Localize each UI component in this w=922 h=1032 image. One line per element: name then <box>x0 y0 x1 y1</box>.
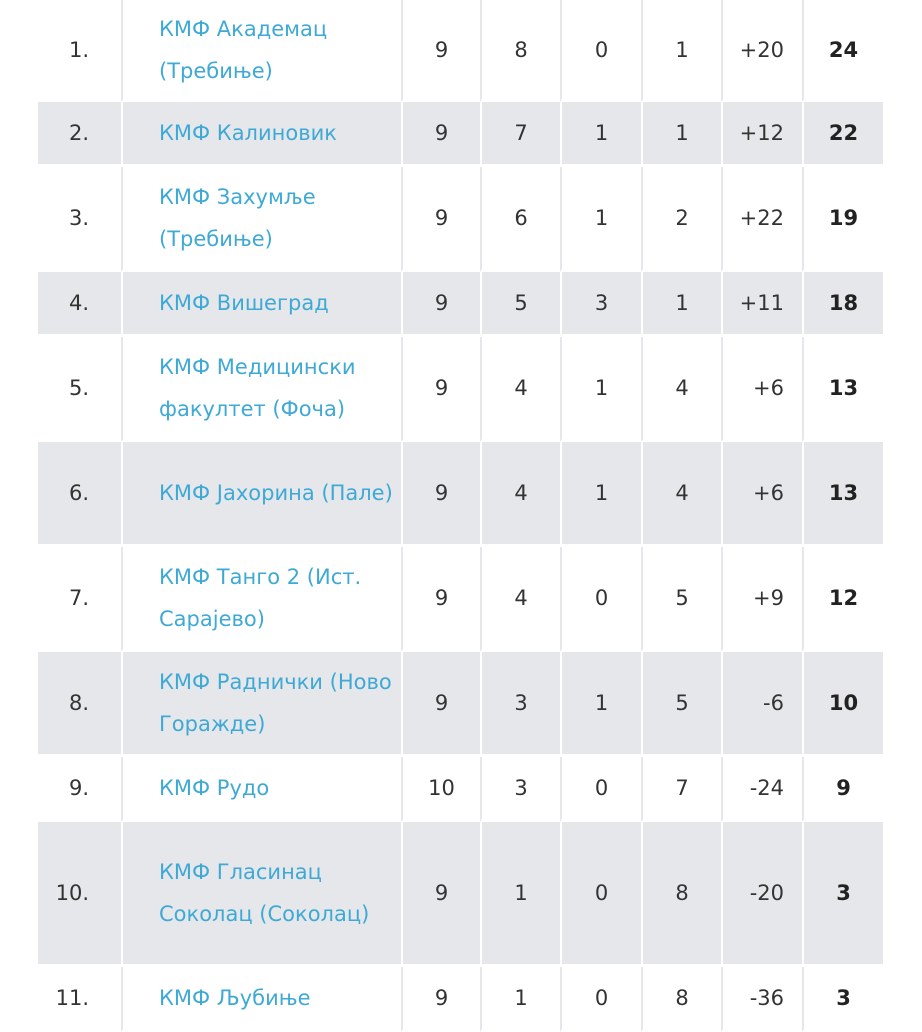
played-cell: 9 <box>401 967 480 1032</box>
goal-diff-cell: -6 <box>721 652 802 757</box>
played-cell: 9 <box>401 0 480 102</box>
goal-diff-cell: +20 <box>721 0 802 102</box>
lost-cell: 1 <box>641 102 721 167</box>
won-cell: 8 <box>480 0 560 102</box>
team-link[interactable]: КМФ Љубиње <box>121 967 401 1032</box>
lost-cell: 8 <box>641 967 721 1032</box>
points-cell: 3 <box>802 967 883 1032</box>
points-cell: 13 <box>802 442 883 547</box>
lost-cell: 5 <box>641 547 721 652</box>
drawn-cell: 0 <box>560 757 641 822</box>
table-row <box>38 757 883 822</box>
points-cell: 13 <box>802 337 883 442</box>
table-row <box>38 442 883 547</box>
rank-cell: 6. <box>38 442 121 547</box>
rank-cell: 1. <box>38 0 121 102</box>
rank-cell: 5. <box>38 337 121 442</box>
table-row <box>38 272 883 337</box>
drawn-cell: 0 <box>560 547 641 652</box>
table-row <box>38 0 883 102</box>
points-cell: 24 <box>802 0 883 102</box>
goal-diff-cell: +6 <box>721 337 802 442</box>
goal-diff-cell: -36 <box>721 967 802 1032</box>
drawn-cell: 1 <box>560 167 641 272</box>
points-cell: 9 <box>802 757 883 822</box>
lost-cell: 1 <box>641 0 721 102</box>
points-cell: 10 <box>802 652 883 757</box>
table-row <box>38 102 883 167</box>
standings-table <box>38 0 883 1032</box>
drawn-cell: 1 <box>560 102 641 167</box>
goal-diff-cell: +12 <box>721 102 802 167</box>
lost-cell: 8 <box>641 822 721 967</box>
table-row <box>38 167 883 272</box>
rank-cell: 10. <box>38 822 121 967</box>
won-cell: 4 <box>480 547 560 652</box>
won-cell: 5 <box>480 272 560 337</box>
goal-diff-cell: +6 <box>721 442 802 547</box>
drawn-cell: 0 <box>560 0 641 102</box>
table-row <box>38 822 883 967</box>
rank-cell: 7. <box>38 547 121 652</box>
lost-cell: 4 <box>641 442 721 547</box>
won-cell: 1 <box>480 967 560 1032</box>
team-link[interactable]: КМФ Гласинац Соколац (Соколац) <box>121 822 401 967</box>
played-cell: 9 <box>401 822 480 967</box>
won-cell: 6 <box>480 167 560 272</box>
lost-cell: 7 <box>641 757 721 822</box>
table-row <box>38 967 883 1032</box>
points-cell: 22 <box>802 102 883 167</box>
played-cell: 10 <box>401 757 480 822</box>
goal-diff-cell: +22 <box>721 167 802 272</box>
rank-cell: 11. <box>38 967 121 1032</box>
points-cell: 18 <box>802 272 883 337</box>
drawn-cell: 0 <box>560 822 641 967</box>
team-link[interactable]: КМФ Танго 2 (Ист. Сарајево) <box>121 547 401 652</box>
played-cell: 9 <box>401 167 480 272</box>
won-cell: 4 <box>480 337 560 442</box>
played-cell: 9 <box>401 547 480 652</box>
played-cell: 9 <box>401 102 480 167</box>
rank-cell: 9. <box>38 757 121 822</box>
team-link[interactable]: КМФ Раднички (Ново Горажде) <box>121 652 401 757</box>
points-cell: 3 <box>802 822 883 967</box>
won-cell: 7 <box>480 102 560 167</box>
team-link[interactable]: КМФ Јахорина (Пале) <box>121 442 401 547</box>
table-row <box>38 652 883 757</box>
won-cell: 3 <box>480 757 560 822</box>
goal-diff-cell: -24 <box>721 757 802 822</box>
points-cell: 19 <box>802 167 883 272</box>
team-link[interactable]: КМФ Академац (Требиње) <box>121 0 401 102</box>
team-link[interactable]: КМФ Рудо <box>121 757 401 822</box>
played-cell: 9 <box>401 442 480 547</box>
played-cell: 9 <box>401 337 480 442</box>
team-link[interactable]: КМФ Калиновик <box>121 102 401 167</box>
drawn-cell: 1 <box>560 337 641 442</box>
played-cell: 9 <box>401 652 480 757</box>
goal-diff-cell: +11 <box>721 272 802 337</box>
team-link[interactable]: КМФ Вишеград <box>121 272 401 337</box>
lost-cell: 2 <box>641 167 721 272</box>
drawn-cell: 1 <box>560 442 641 547</box>
rank-cell: 2. <box>38 102 121 167</box>
drawn-cell: 3 <box>560 272 641 337</box>
played-cell: 9 <box>401 272 480 337</box>
table-row <box>38 337 883 442</box>
drawn-cell: 1 <box>560 652 641 757</box>
won-cell: 4 <box>480 442 560 547</box>
goal-diff-cell: -20 <box>721 822 802 967</box>
goal-diff-cell: +9 <box>721 547 802 652</box>
team-link[interactable]: КМФ Захумље (Требиње) <box>121 167 401 272</box>
won-cell: 3 <box>480 652 560 757</box>
drawn-cell: 0 <box>560 967 641 1032</box>
team-link[interactable]: КМФ Медицински факултет (Фоча) <box>121 337 401 442</box>
lost-cell: 5 <box>641 652 721 757</box>
won-cell: 1 <box>480 822 560 967</box>
rank-cell: 4. <box>38 272 121 337</box>
lost-cell: 4 <box>641 337 721 442</box>
rank-cell: 3. <box>38 167 121 272</box>
lost-cell: 1 <box>641 272 721 337</box>
table-row <box>38 547 883 652</box>
points-cell: 12 <box>802 547 883 652</box>
rank-cell: 8. <box>38 652 121 757</box>
